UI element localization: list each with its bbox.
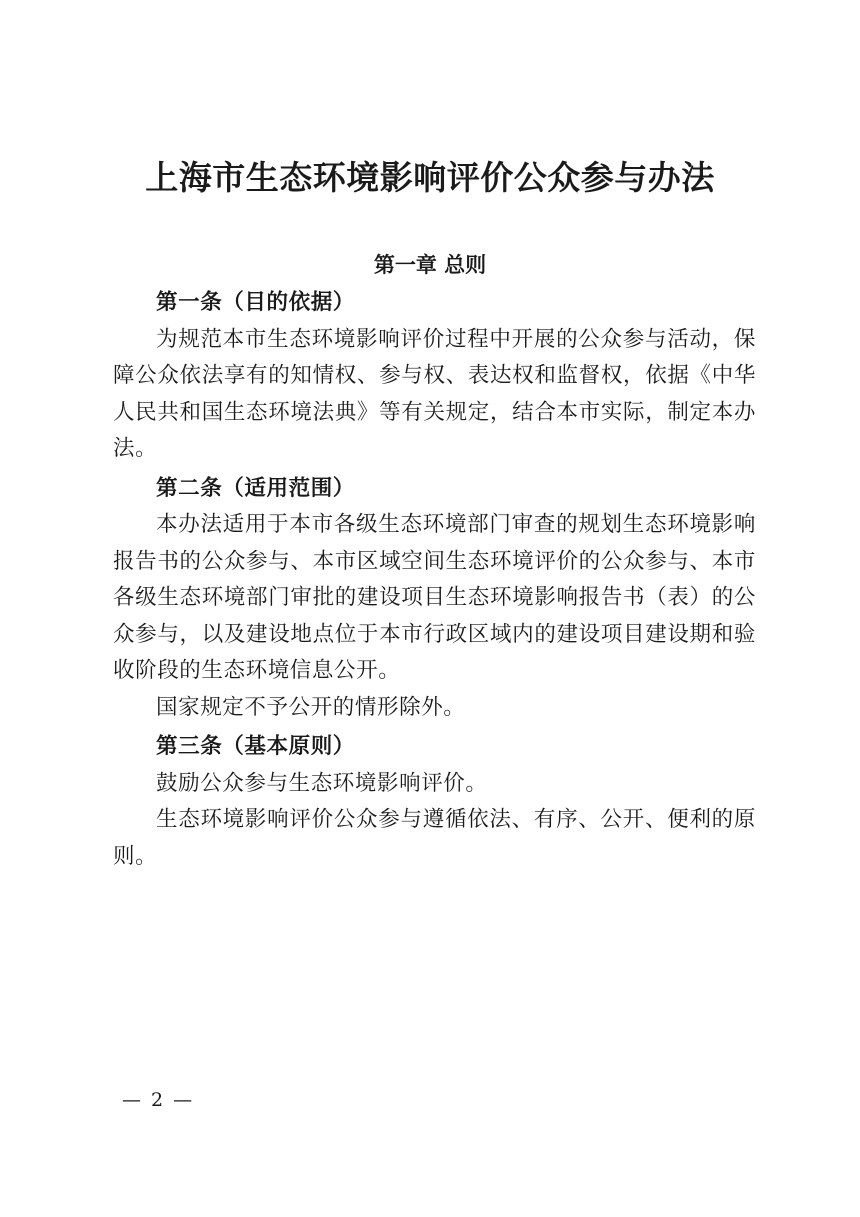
article-1-heading: 第一条（目的依据） bbox=[156, 290, 355, 315]
document-title: 上海市生态环境影响评价公众参与办法 bbox=[145, 158, 715, 197]
document-body bbox=[113, 285, 756, 875]
article-3-heading: 第三条（基本原则） bbox=[156, 734, 355, 759]
article-2-paragraph-1: 本办法适用于本市各级生态环境部门审查的规划生态环境影响报告书的公众参与、本市区域空间生态环境评价的公众参与、本市各级生态环境部门审批的建设项目生态环境影响报告书（表）的公众参与，以及建设地点位于本市行政区域内的建设项目建设期和验收阶段的生态环境信息公开。 bbox=[113, 512, 756, 683]
article-2-paragraph-2: 国家规定不予公开的情形除外。 bbox=[156, 694, 466, 720]
article-2-heading: 第二条（适用范围） bbox=[156, 475, 355, 501]
chapter-heading: 第一章 总则 bbox=[373, 253, 487, 277]
article-3-paragraph-2: 生态环境影响评价公众参与遵循依法、有序、公开、便利的原则。 bbox=[113, 807, 756, 869]
article-1-paragraph-1: 为规范本市生态环境影响评价过程中开展的公众参与活动，保障公众依法享有的知情权、参与权、表达权和监督权，依据《中华人民共和国生态环境法典》等有关规定，结合本市实际，制定本办法。 bbox=[113, 326, 756, 461]
article-3-paragraph-1: 鼓励公众参与生态环境影响评价。 bbox=[156, 770, 488, 796]
page-number: — 2 — bbox=[122, 1089, 195, 1111]
